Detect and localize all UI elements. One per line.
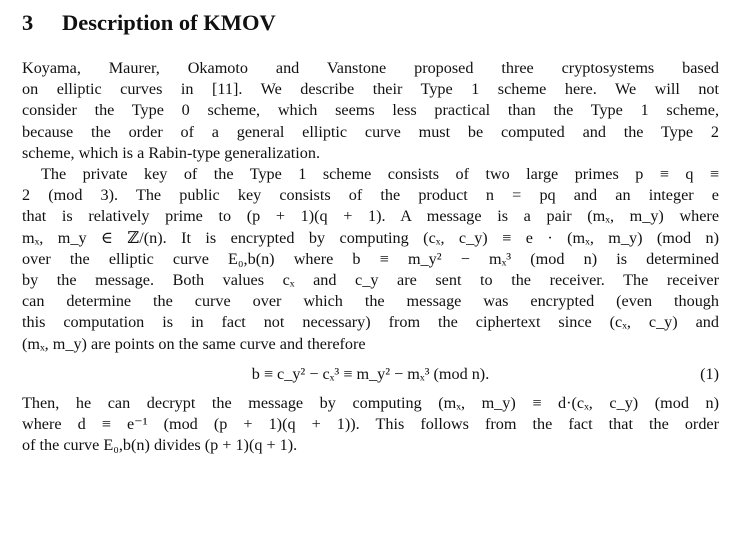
paragraph-decrypt xyxy=(22,393,719,457)
paragraph-intro xyxy=(22,58,719,164)
section-heading xyxy=(22,10,719,36)
text-line: 2 (mod 3). The public key consists of the product n = pq and an integer e xyxy=(22,186,719,205)
text-line: that is relatively prime to (p + 1)(q + 1). A message is a pair (mₓ, m_y) where xyxy=(22,207,719,226)
text-line: on elliptic curves in [11]. We describe their Type 1 scheme here. We will not xyxy=(22,80,719,99)
equation-body: b ≡ c_y² − cₓ³ ≡ m_y² − mₓ³ (mod n). xyxy=(251,364,490,383)
section-number: 3 xyxy=(22,10,34,35)
text-line: Then, he can decrypt the message by computing (mₓ, m_y) ≡ d·(cₓ, c_y) (mod n) xyxy=(22,393,719,412)
text-line: of the curve E₀,b(n) divides (p + 1)(q + 1). xyxy=(22,436,298,455)
paragraph-keys xyxy=(22,164,719,355)
text-line: can determine the curve over which the message was encrypted (even though xyxy=(22,292,719,311)
text-line: by the message. Both values cₓ and c_y are sent to the receiver. The receiver xyxy=(22,271,719,290)
text-line: mₓ, m_y ∈ ℤ/(n). It is encrypted by computing (cₓ, c_y) ≡ e · (mₓ, m_y) (mod n) xyxy=(22,228,719,247)
text-line: this computation is in fact not necessary) from the ciphertext since (cₓ, c_y) and xyxy=(22,313,719,332)
text-line: where d ≡ e⁻¹ (mod (p + 1)(q + 1)). This follows from the fact that the order xyxy=(22,415,719,434)
equation-number: (1) xyxy=(700,364,719,383)
text-line: because the order of a general elliptic curve must be computed and the Type 2 xyxy=(22,122,719,141)
display-equation xyxy=(22,355,719,393)
text-line: scheme, which is a Rabin-type generalization. xyxy=(22,143,321,162)
text-line: consider the Type 0 scheme, which seems less practical than the Type 1 scheme, xyxy=(22,101,719,120)
text-line: Koyama, Maurer, Okamoto and Vanstone proposed three cryptosystems based xyxy=(22,59,719,77)
section-title: Description of KMOV xyxy=(62,10,276,35)
text-line: The private key of the Type 1 scheme consists of two large primes p ≡ q ≡ xyxy=(41,165,719,184)
text-line: (mₓ, m_y) are points on the same curve and therefore xyxy=(22,334,366,353)
text-line: over the elliptic curve E₀,b(n) where b ≡ m_y² − mₓ³ (mod n) is determined xyxy=(22,249,719,268)
